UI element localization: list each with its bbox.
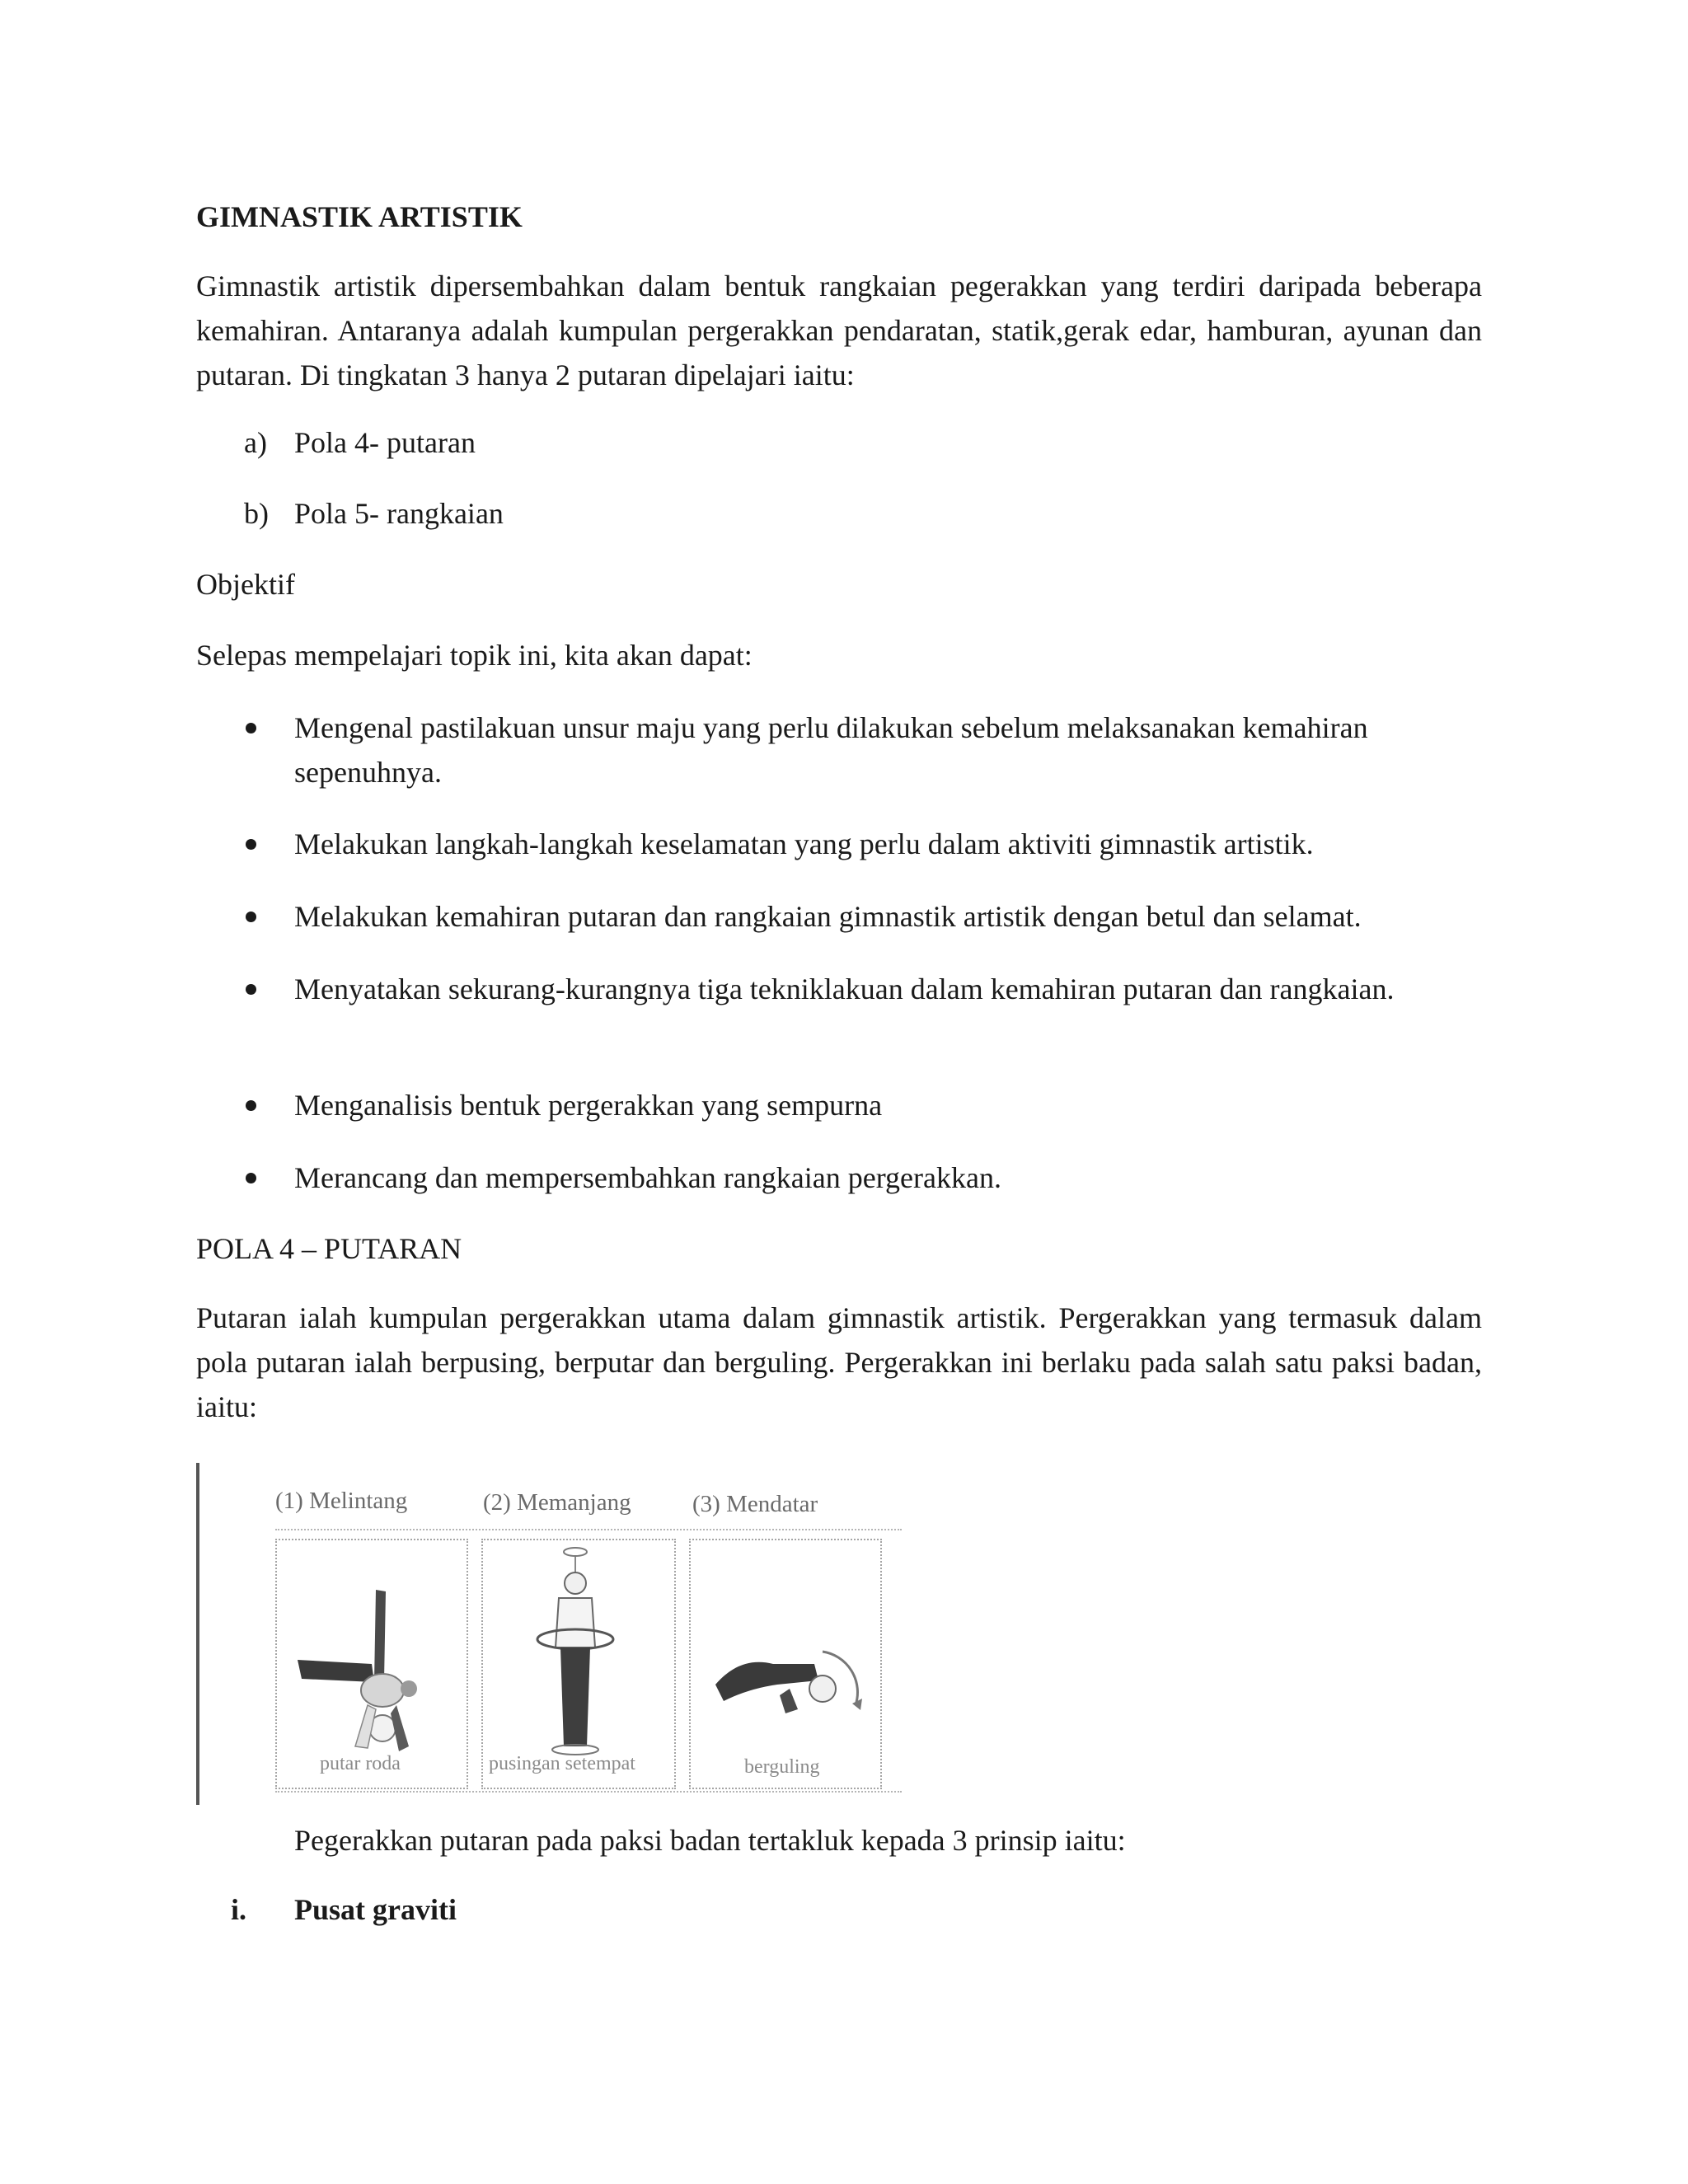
bullet-icon bbox=[246, 1100, 256, 1111]
panel-label-2: (2) Memanjang bbox=[483, 1489, 631, 1516]
pattern-item-b: Pola 5- rangkaian bbox=[294, 497, 504, 530]
objective-item-5: Menganalisis bentuk pergerakkan yang sempurna bbox=[294, 1089, 883, 1122]
objective-item-6: Merancang dan mempersembahkan rangkaian pergerakkan. bbox=[294, 1161, 1001, 1194]
panel-label-3: (3) Mendatar bbox=[692, 1491, 818, 1517]
objective-item-1: Mengenal pastilakuan unsur maju yang perlu dilakukan sebelum melaksanakan kemahiran sepenuhnya. bbox=[294, 711, 1368, 789]
bullet-icon bbox=[246, 839, 256, 850]
bullet-icon bbox=[246, 1173, 256, 1183]
bullet-icon bbox=[246, 912, 256, 922]
figure-bottom-rule bbox=[275, 1791, 902, 1793]
intro-paragraph: Gimnastik artistik dipersembahkan dalam bentuk rangkaian pegerakkan yang terdiri daripada beberapa kemahiran. Antaranya adalah kumpulan pergerakkan pendaratan, statik,gerak edar, hamburan, ayunan dan putaran. Di tingkatan 3 hanya 2 putaran dipelajari iaitu: bbox=[196, 269, 1482, 391]
panel-1 bbox=[275, 1539, 468, 1789]
pattern-item-a: Pola 4- putaran bbox=[294, 426, 476, 459]
panel-2 bbox=[481, 1539, 676, 1789]
principle-item-i: Pusat graviti bbox=[294, 1893, 457, 1926]
bullet-icon bbox=[246, 984, 256, 995]
figure-top-rule bbox=[275, 1529, 902, 1530]
panel-caption-1: putar roda bbox=[320, 1753, 401, 1774]
objective-heading: Objektif bbox=[196, 568, 295, 601]
principle-intro: Pegerakkan putaran pada paksi badan tertakluk kepada 3 prinsip iaitu: bbox=[294, 1824, 1126, 1857]
cartwheel-illustration bbox=[277, 1540, 467, 1788]
pattern-marker-a: a) bbox=[244, 426, 267, 459]
bullet-icon bbox=[246, 723, 256, 733]
forward-roll-illustration bbox=[691, 1540, 880, 1788]
objective-item-2: Melakukan langkah-langkah keselamatan yang perlu dalam aktiviti gimnastik artistik. bbox=[294, 827, 1314, 860]
rotation-axes-figure bbox=[196, 1463, 921, 1805]
pattern-marker-b: b) bbox=[244, 497, 269, 530]
panel-3 bbox=[689, 1539, 882, 1789]
section-paragraph: Putaran ialah kumpulan pergerakkan utama dalam gimnastik artistik. Pergerakkan yang termasuk dalam pola putaran ialah berpusing, berputar dan berguling. Pergerakkan ini berlaku pada salah satu paksi badan, iaitu: bbox=[196, 1301, 1482, 1423]
section-heading: POLA 4 – PUTARAN bbox=[196, 1232, 462, 1265]
panel-caption-3: berguling bbox=[744, 1756, 820, 1778]
figure-left-border bbox=[196, 1463, 199, 1805]
objective-item-4: Menyatakan sekurang-kurangnya tiga tekniklakuan dalam kemahiran putaran dan rangkaian. bbox=[294, 972, 1395, 1005]
panel-caption-2: pusingan setempat bbox=[489, 1753, 635, 1774]
principle-marker-i: i. bbox=[231, 1893, 247, 1926]
panel-label-1: (1) Melintang bbox=[275, 1488, 408, 1514]
objective-item-3: Melakukan kemahiran putaran dan rangkaian gimnastik artistik dengan betul dan selamat. bbox=[294, 900, 1362, 933]
objective-intro: Selepas mempelajari topik ini, kita akan dapat: bbox=[196, 639, 753, 672]
document-title: GIMNASTIK ARTISTIK bbox=[196, 200, 523, 233]
pirouette-illustration bbox=[483, 1540, 674, 1788]
